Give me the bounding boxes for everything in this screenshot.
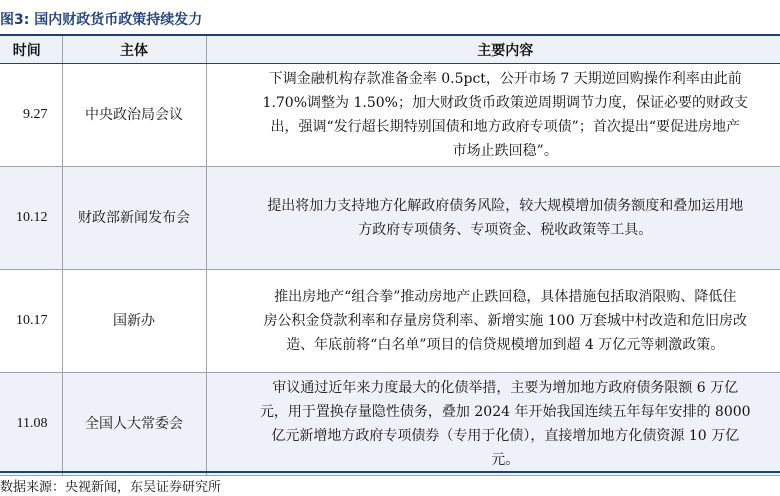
content-line: 方政府专项债务、专项资金、税收政策等工具。	[358, 222, 653, 238]
row-content	[206, 167, 780, 270]
row-content	[206, 270, 780, 373]
content-line: 房公积金贷款利率和存量房贷利率、新增实施 100 万套城中村改造和危旧房改	[263, 313, 748, 329]
row-time: 10.12	[0, 167, 62, 270]
table-row	[0, 270, 780, 373]
row-subject: 国新办	[62, 270, 206, 373]
content-line: 1.70%调整为 1.50%；加大财政货币政策逆周期调节力度，保证必要的财政支	[262, 95, 748, 111]
content-line: 出，强调“发行超长期特别国债和地方政府专项债”；首次提出“要促进房地产	[270, 119, 740, 135]
table-row	[0, 64, 780, 167]
content-line: 提出将加力支持地方化解政府债务风险，较大规模增加债务额度和叠加运用地	[267, 198, 744, 214]
figure-title: 图3: 国内财政货币政策持续发力	[0, 12, 203, 28]
header-time: 时间	[0, 36, 62, 64]
table-header-row	[0, 36, 780, 64]
source-note: 数据来源：央视新闻，东吴证券研究所	[0, 480, 222, 495]
row-subject: 财政部新闻发布会	[62, 167, 206, 270]
content-line: 元，用于置换存量隐性债务，叠加 2024 年开始我国连续五年每年安排的 8000	[259, 404, 751, 420]
row-content	[206, 373, 780, 476]
content-line: 推出房地产“组合拳”推动房地产止跌回稳，具体措施包括取消限购、降低住	[274, 289, 737, 305]
table-row	[0, 373, 780, 476]
content-line: 亿元新增地方政府专项债券（专用于化债），直接增加地方化债资源 10 万亿	[271, 428, 740, 444]
row-content	[206, 64, 780, 167]
header-subject: 主体	[62, 36, 206, 64]
content-line: 元。	[491, 452, 520, 468]
row-time: 10.17	[0, 270, 62, 373]
content-line: 下调金融机构存款准备金率 0.5pct，公开市场 7 天期逆回购操作利率由此前	[268, 71, 742, 87]
content-line: 市场止跌回稳”。	[452, 143, 558, 159]
row-subject: 中央政治局会议	[62, 64, 206, 167]
content-line: 造、年底前将“白名单”项目的信贷规模增加到超 4 万亿元等刺激政策。	[286, 337, 725, 353]
table-row	[0, 167, 780, 270]
header-content: 主要内容	[206, 36, 780, 64]
row-time: 9.27	[0, 64, 62, 167]
policy-table	[0, 36, 780, 476]
bottom-rule	[0, 471, 780, 473]
row-subject: 全国人大常委会	[62, 373, 206, 476]
content-line: 审议通过近年来力度最大的化债举措，主要为增加地方政府债务限额 6 万亿	[272, 380, 739, 396]
row-time: 11.08	[0, 373, 62, 476]
